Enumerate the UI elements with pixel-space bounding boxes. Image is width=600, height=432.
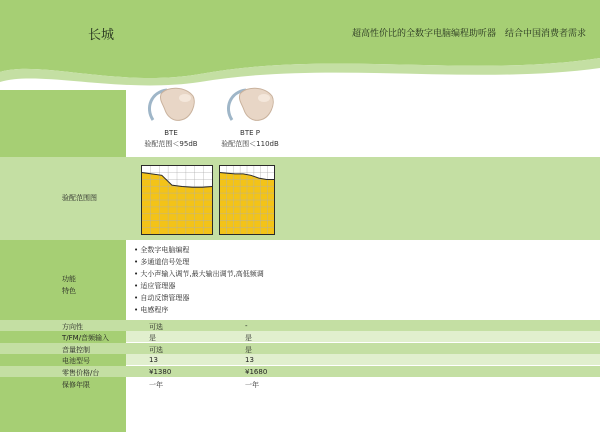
product-name: BTE (164, 129, 178, 137)
spec-label: 电池型号 (62, 357, 90, 365)
spec-label: 音量控制 (62, 346, 90, 354)
spec-value-bte: 是 (149, 334, 156, 342)
product-range: 验配范围＜110dB (221, 140, 279, 148)
feature-list (134, 244, 264, 316)
product-name: BTE P (240, 129, 260, 137)
spec-value-bte-p: - (245, 322, 248, 330)
features-label-line1: 功能 (62, 275, 76, 283)
fitting-chart-bte (141, 165, 213, 235)
hearing-aid-icon (220, 84, 280, 126)
spec-value-bte-p: ¥1680 (245, 368, 268, 376)
spec-value-bte-p: 13 (245, 356, 254, 364)
spec-label: T/FM/音频输入 (62, 334, 110, 342)
spec-label: 保修年限 (62, 381, 90, 389)
spec-label: 零售价格/台 (62, 369, 100, 377)
spec-value-bte: ¥1380 (149, 368, 172, 376)
hearing-aid-icon (141, 84, 201, 126)
spec-row-band (0, 320, 600, 331)
spec-value-bte-p: 是 (245, 346, 252, 354)
feature-item: • 电感程序 (134, 304, 264, 316)
feature-item: • 自动反馈管理器 (134, 292, 264, 304)
feature-item: • 全数字电脑编程 (134, 244, 264, 256)
header-wave (0, 0, 600, 90)
feature-item: • 多通道信号处理 (134, 256, 264, 268)
features-label-line2: 特色 (62, 287, 76, 295)
brand-title: 长城 (88, 28, 115, 43)
feature-item: • 大小声输入调节,最大输出调节,高低频调 (134, 268, 264, 280)
spec-value-bte: 13 (149, 356, 158, 364)
header-tagline: 超高性价比的全数字电脑编程助听器 结合中国消费者需求 (351, 29, 586, 39)
fitting-chart-bte-p (219, 165, 275, 235)
product-bte-p (205, 84, 295, 149)
product-range: 验配范围＜95dB (144, 140, 198, 148)
spec-value-bte-p: 是 (245, 334, 252, 342)
spec-row-band (126, 331, 600, 342)
feature-item: • 适应管理器 (134, 280, 264, 292)
spec-row-band (0, 343, 600, 354)
spec-value-bte-p: 一年 (245, 381, 259, 389)
spec-value-bte: 一年 (149, 381, 163, 389)
spec-value-bte: 可选 (149, 323, 163, 331)
spec-row-band (126, 354, 600, 365)
spec-value-bte: 可选 (149, 346, 163, 354)
product-bte (126, 84, 216, 149)
fitting-range-label: 验配范围图 (62, 194, 97, 202)
spec-label: 方向性 (62, 323, 83, 331)
